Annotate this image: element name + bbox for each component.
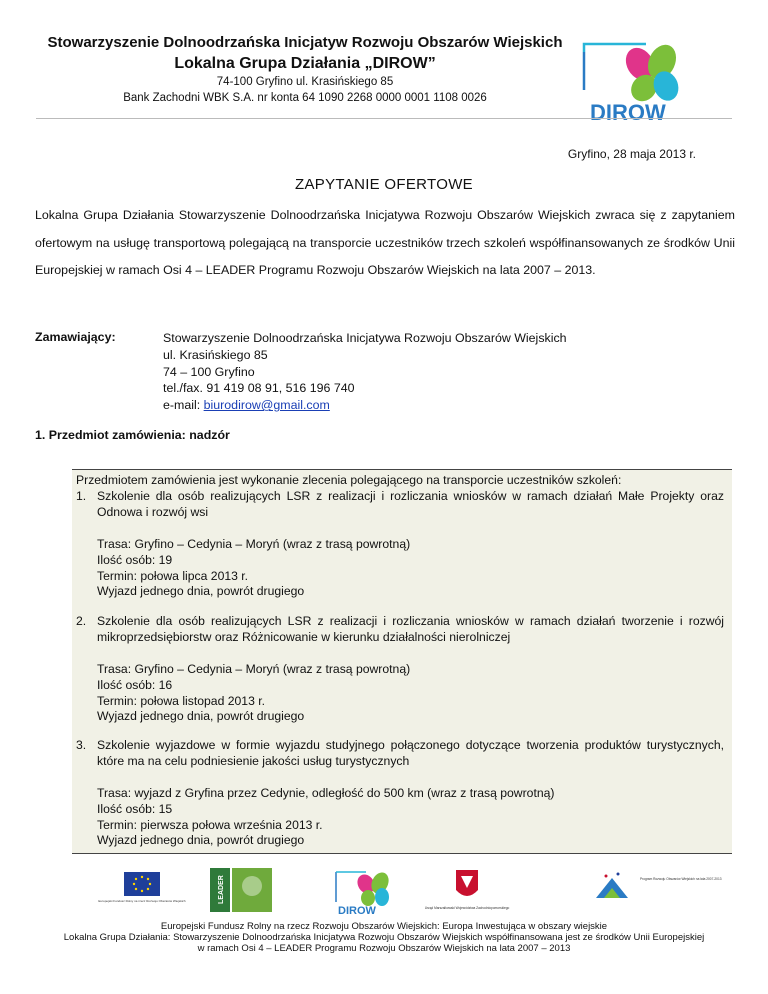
item-details (97, 662, 410, 725)
footer-text (0, 921, 768, 954)
group-name: Lokalna Grupa Działania „DIROW” (174, 55, 436, 72)
orderer-phone: tel./fax. 91 419 08 91, 516 196 740 (163, 381, 355, 396)
organization-name: Stowarzyszenie Dolnoodrzańska Inicjatyw Rozwoju Obszarów Wiejskich (47, 34, 563, 51)
dirow-footer-logo-text: DIROW (338, 905, 376, 917)
document-title: ZAPYTANIE OFERTOWE (295, 176, 473, 193)
footer-line: Europejski Fundusz Rolny na rzecz Rozwoju Obszarów Wiejskich: Europa Inwestująca w obszary wiejskie (160, 921, 608, 932)
region-logo-caption: Urząd Marszałkowski Województwa Zachodniopomorskiego (424, 906, 510, 910)
document-date: Gryfino, 28 maja 2013 r. (567, 147, 696, 161)
item-number: 1. (76, 489, 87, 503)
header-divider (36, 118, 732, 119)
item-people: Ilość osób: 16 (97, 677, 173, 692)
footer-logos (0, 864, 768, 918)
intro-paragraph: Lokalna Grupa Działania Stowarzyszenie Dolnoodrzańska Inicjatywa Rozwoju Obszarów Wiejskich zwraca się z zapytaniem ofertowym na usługę transportową polegającą na transporcie uczestników trzech szkoleń współfinansowanych ze środków Unii Europejskiej w ramach Osi 4 – LEADER Programu Rozwoju Obszarów Wiejskich na lata 2007 – 2013. (35, 208, 735, 277)
item-people: Ilość osób: 19 (97, 552, 173, 567)
orderer-street: ul. Krasińskiego 85 (163, 347, 268, 362)
prow-logo-caption: Program Rozwoju Obszarów Wiejskich na lata 2007-2013 (640, 877, 722, 881)
dirow-logo-graphic (576, 38, 688, 126)
orderer-city: 74 – 100 Gryfino (163, 364, 255, 379)
section-heading: 1. Przedmiot zamówienia: nadzór (35, 428, 230, 442)
prow-logo (596, 873, 722, 899)
item-number: 2. (76, 614, 87, 628)
item-departure: Wyjazd jednego dnia, powrót drugiego (97, 584, 305, 599)
email-link[interactable]: biurodirow@gmail.com (203, 398, 330, 413)
item-description: Szkolenie dla osób realizujących LSR z realizacji i rozliczania wniosków w ramach działań Małe Projekty oraz Odnowa i rozwój wsi (97, 489, 724, 519)
item-departure: Wyjazd jednego dnia, powrót drugiego (97, 709, 305, 724)
item-route: Trasa: wyjazd z Gryfina przez Cedynie, odległość do 500 km (wraz z trasą powrotną) (97, 786, 555, 800)
dirow-footer-logo (336, 870, 392, 917)
eu-logo-caption: Europejski Fundusz Rolny na rzecz Rozwoju Obszarów Wiejskich (98, 899, 186, 903)
item-route: Trasa: Gryfino – Cedynia – Moryń (wraz z trasą powrotną) (97, 537, 411, 551)
item-details (97, 786, 554, 849)
dirow-logo-text: DIROW (590, 100, 666, 125)
item-term: Termin: połowa lipca 2013 r. (97, 568, 249, 583)
region-coat-of-arms-logo (425, 870, 510, 910)
leader-logo-text: LEADER (218, 875, 225, 904)
bank-account: Bank Zachodni WBK S.A. nr konta 64 1090 2268 0000 0001 1108 0026 (123, 92, 487, 104)
item-description: Szkolenie dla osób realizujących LSR z realizacji i rozliczania wniosków w ramach działań tworzenie i rozwój mikroprzedsiębiorstw oraz Różnicowanie w kierunku działalności nierolniczej (97, 614, 724, 644)
item-description: Szkolenie wyjazdowe w formie wyjazdu studyjnego połączonego dotyczące tworzenia produktów turystycznych, które ma na celu podniesienie jakości usług turystycznych (97, 738, 724, 768)
item-departure: Wyjazd jednego dnia, powrót drugiego (97, 833, 305, 848)
leader-logo (210, 868, 272, 912)
organization-address: 74-100 Gryfino ul. Krasińskiego 85 (216, 76, 394, 88)
item-number: 3. (76, 738, 87, 752)
dirow-logo (576, 38, 688, 126)
orderer-label: Zamawiający: (35, 330, 116, 344)
orderer-name: Stowarzyszenie Dolnoodrzańska Inicjatywa Rozwoju Obszarów Wiejskich (163, 331, 567, 345)
eu-flag-logo (98, 872, 186, 903)
item-people: Ilość osób: 15 (97, 801, 173, 816)
item-details (97, 537, 410, 600)
footer-line: w ramach Osi 4 – LEADER Programu Rozwoju Obszarów Wiejskich na lata 2007 – 2013 (197, 943, 571, 954)
item-term: Termin: połowa listopad 2013 r. (97, 693, 266, 708)
orderer-details (163, 330, 567, 414)
order-subject-lead: Przedmiotem zamówienia jest wykonanie zlecenia polegającego na transporcie uczestników szkoleń: (76, 473, 622, 487)
email-prefix: e-mail: (163, 398, 204, 413)
orderer-email-line (163, 397, 567, 414)
item-route: Trasa: Gryfino – Cedynia – Moryń (wraz z trasą powrotną) (97, 662, 411, 676)
order-subject-box (72, 469, 732, 854)
footer-line: Lokalna Grupa Działania: Stowarzyszenie Dolnoodrzańska Inicjatywa Rozwoju Obszarów Wiejskich współfinansowana jest ze środków Unii Europejskiej (63, 932, 705, 943)
item-term: Termin: pierwsza połowa września 2013 r. (97, 817, 323, 832)
